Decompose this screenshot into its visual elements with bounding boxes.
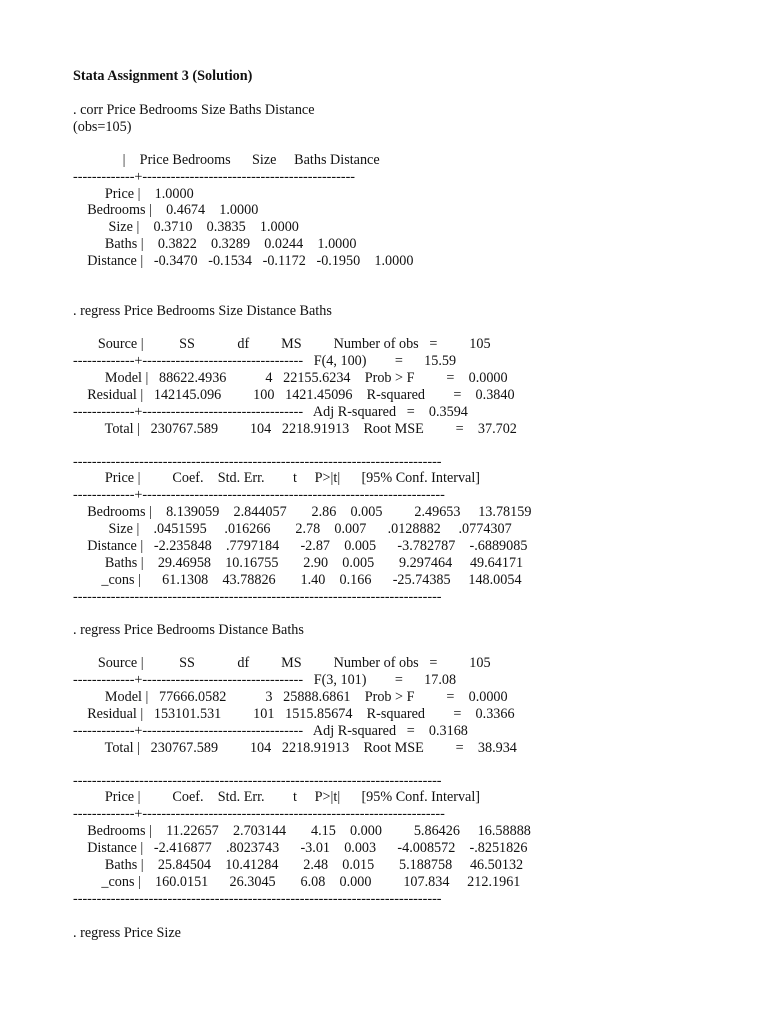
table-divider: -------------+--------------------------------------------- [73,169,356,185]
coef-row-bedrooms: Bedrooms | 8.139059 2.844057 2.86 0.005 2.49653 13.78159 [73,504,532,520]
anova-row-total: Total | 230767.589 104 2218.91913 Root MSE = 37.702 [73,421,517,437]
corr-header-row: | Price Bedrooms Size Baths Distance [73,152,380,168]
anova-divider: -------------+---------------------------------- F(3, 101) = 17.08 [73,672,457,688]
corr-row-baths: Baths | 0.3822 0.3289 0.0244 1.0000 [73,236,357,252]
anova-divider: -------------+---------------------------------- Adj R-squared = 0.3594 [73,404,468,420]
table-divider: -------------+---------------------------------------------------------------- [73,806,445,822]
table-divider: ------------------------------------------------------------------------------ [73,773,442,789]
anova-row-residual: Residual | 153101.531 101 1515.85674 R-squared = 0.3366 [73,706,515,722]
anova-row-residual: Residual | 142145.096 100 1421.45096 R-squared = 0.3840 [73,387,515,403]
table-divider: -------------+---------------------------------------------------------------- [73,487,445,503]
coef-row-baths: Baths | 25.84504 10.41284 2.48 0.015 5.188758 46.50132 [73,857,524,873]
coef-row-distance: Distance | -2.235848 .7797184 -2.87 0.005 -3.782787 -.6889085 [73,538,528,554]
command-regress-3: . regress Price Size [73,925,181,941]
coef-row-distance: Distance | -2.416877 .8023743 -3.01 0.003 -4.008572 -.8251826 [73,840,528,856]
coef-row-bedrooms: Bedrooms | 11.22657 2.703144 4.15 0.000 5.86426 16.58888 [73,823,531,839]
table-divider: ------------------------------------------------------------------------------ [73,891,442,907]
obs-count: (obs=105) [73,119,132,135]
command-regress-1: . regress Price Bedrooms Size Distance Baths [73,303,332,319]
corr-row-price: Price | 1.0000 [73,186,194,202]
anova-header-row: Source | SS df MS Number of obs = 105 [73,336,491,352]
command-regress-2: . regress Price Bedrooms Distance Baths [73,622,304,638]
coef-row-baths: Baths | 29.46958 10.16755 2.90 0.005 9.297464 49.64171 [73,555,524,571]
document-title: Stata Assignment 3 (Solution) [73,68,253,84]
coef-row-cons: _cons | 61.1308 43.78826 1.40 0.166 -25.74385 148.0054 [73,572,522,588]
command-corr: . corr Price Bedrooms Size Baths Distance [73,102,315,118]
table-divider: ------------------------------------------------------------------------------ [73,454,442,470]
anova-row-total: Total | 230767.589 104 2218.91913 Root MSE = 38.934 [73,740,517,756]
anova-divider: -------------+---------------------------------- Adj R-squared = 0.3168 [73,723,468,739]
coef-header-row: Price | Coef. Std. Err. t P>|t| [95% Conf. Interval] [73,470,481,486]
anova-row-model: Model | 77666.0582 3 25888.6861 Prob > F = 0.0000 [73,689,508,705]
coef-row-cons: _cons | 160.0151 26.3045 6.08 0.000 107.834 212.1961 [73,874,521,890]
anova-divider: -------------+---------------------------------- F(4, 100) = 15.59 [73,353,457,369]
anova-row-model: Model | 88622.4936 4 22155.6234 Prob > F = 0.0000 [73,370,508,386]
corr-row-distance: Distance | -0.3470 -0.1534 -0.1172 -0.1950 1.0000 [73,253,414,269]
corr-row-size: Size | 0.3710 0.3835 1.0000 [73,219,299,235]
anova-header-row: Source | SS df MS Number of obs = 105 [73,655,491,671]
coef-row-size: Size | .0451595 .016266 2.78 0.007 .0128882 .0774307 [73,521,512,537]
table-divider: ------------------------------------------------------------------------------ [73,589,442,605]
corr-row-bedrooms: Bedrooms | 0.4674 1.0000 [73,202,259,218]
coef-header-row: Price | Coef. Std. Err. t P>|t| [95% Conf. Interval] [73,789,481,805]
